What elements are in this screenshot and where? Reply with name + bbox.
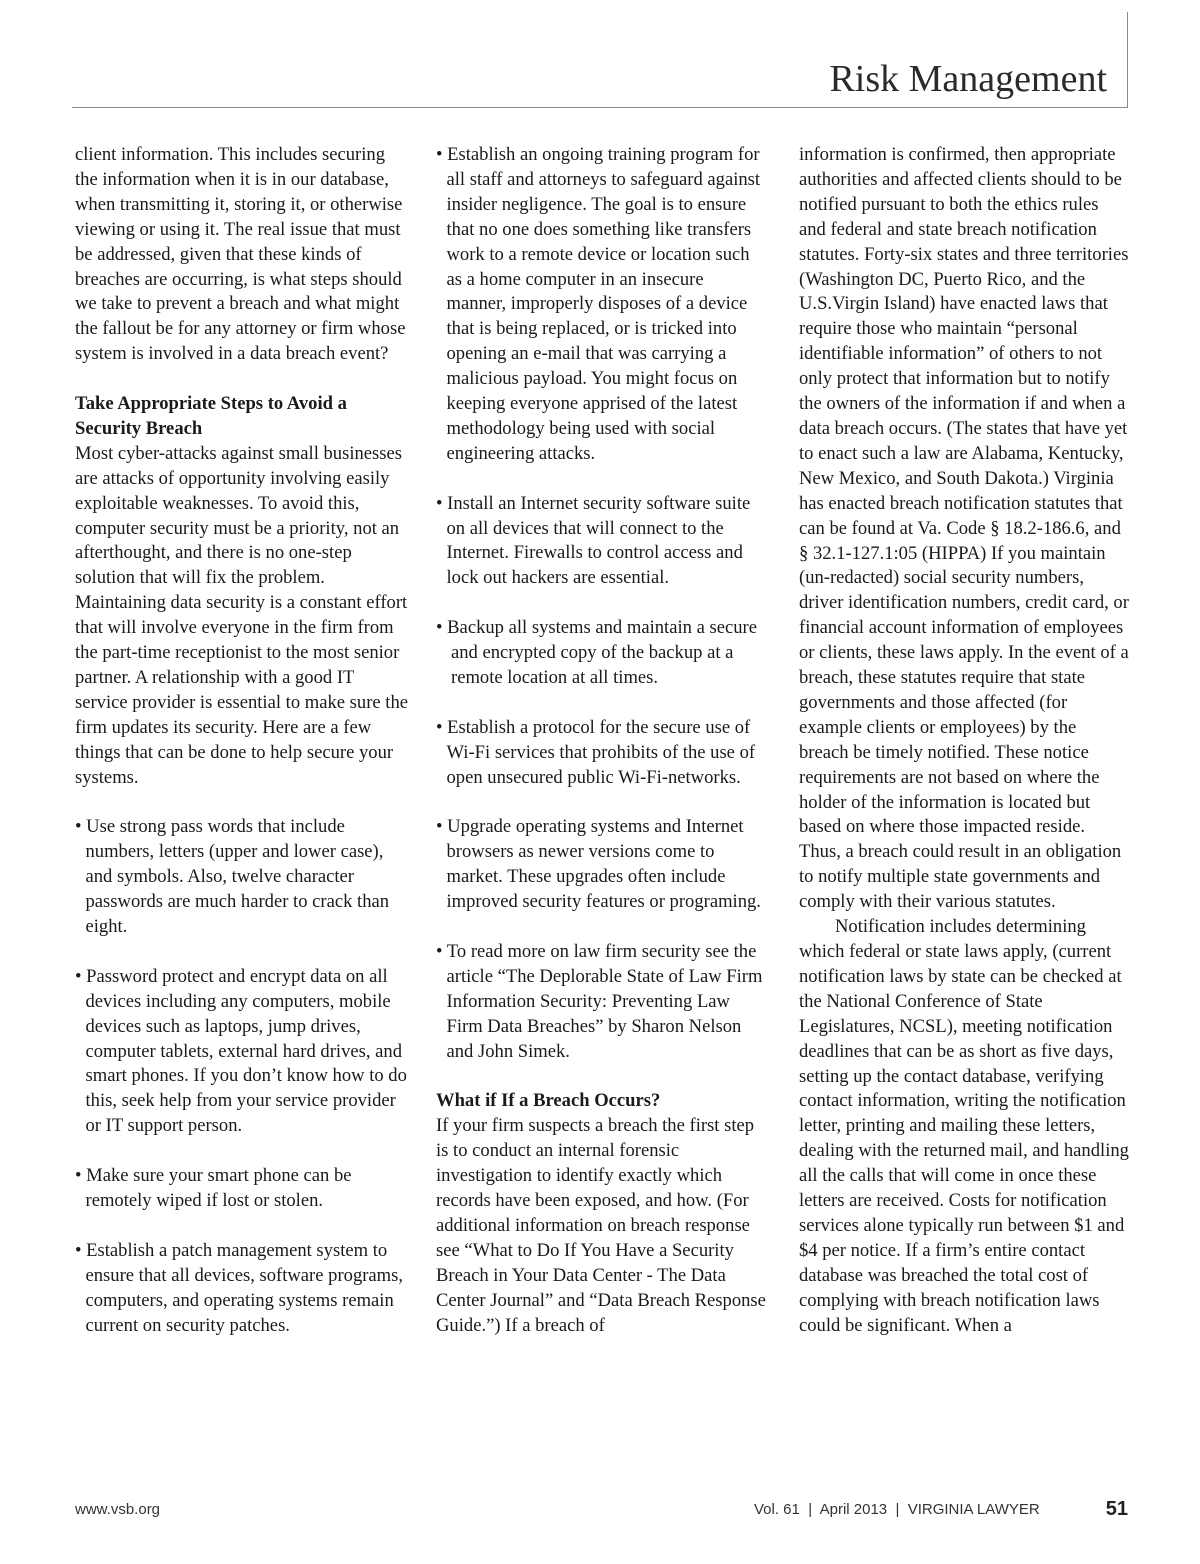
paragraph: If your firm suspects a breach the first step is to conduct an internal forensic investigation to identify exactly which records have been exposed, and how. (For additional information on breach response see “What to Do If You Have a Security Breach in Your Data Center - The Data Center Journal” and “Data Breach Response Guide.”) If a breach of [436,1115,766,1336]
column-3 [799,143,1129,1339]
footer-volume-info: Vol. 61 | April 2013 | VIRGINIA LAWYER [754,1501,1040,1518]
paragraph: Notification includes determining which federal or state laws apply, (current notification laws by state can be checked at the National Conference of State Legislatures, NCSL), meeting notification deadlines that can be as short as five days, setting up the contact database, verifying contact information, writing the notification letter, printing and mailing these letters, dealing with the returned mail, and handling all the calls that will come in once these letters are received. Costs for notification services alone typically run between $1 and $4 per notice. If a firm’s entire contact database was breached the total cost of complying with breach notification laws could be significant. When a [799,916,1129,1336]
page-number: 51 [1105,1498,1128,1520]
paragraph: client information. This includes securing the information when it is in our database, when transmitting it, storing it, or otherwise viewing or using it. The real issue that must be addressed, given that these kinds of breaches are occurring, is what steps should we take to prevent a breach and what might the fallout be for any attorney or firm whose system is involved in a data breach event? [75,144,406,365]
header-rule [72,107,1128,108]
bullet-item: • Establish a protocol for the secure use of Wi-Fi services that prohibits of the use of open unsecured public Wi-Fi-networks. [436,716,756,788]
column-1 [75,143,409,1338]
paragraph: Most cyber-attacks against small businesses are attacks of opportunity involving easily exploitable weaknesses. To avoid this, computer security must be a priority, not an afterthought, and there is no one-step solution that will fix the problem. Maintaining data security is a constant effort that will involve everyone in the firm from the part-time receptionist to the most senior partner. A relationship with a good IT service provider is essential to make sure the firm updates its security. Here are a few things that can be done to help secure your systems. [75,442,409,788]
section-heading: What if If a Breach Occurs? [436,1090,661,1112]
section-title: Risk Management [829,58,1107,100]
section-heading: Take Appropriate Steps to Avoid a Security Breach [75,393,347,439]
bullet-item: • Backup all systems and maintain a secure and encrypted copy of the backup at a remote location at all times. [436,617,757,688]
bullet-item: • To read more on law firm security see the article “The Deplorable State of Law Firm Information Security: Preventing Law Firm Data Breaches” by Sharon Nelson and John Simek. [436,940,763,1062]
header-vertical-rule [1127,12,1128,108]
bullet-item: • Establish an ongoing training program for all staff and attorneys to safeguard against insider negligence. The goal is to ensure that no one does something like transfers work to a remote device or location such as a home computer in an insecure manner, improperly disposes of a device that is being replaced, or is tricked into opening an e-mail that was carrying a malicious payload. You might focus on keeping everyone apprised of the latest methodology being used with social engineering attacks. [436,144,761,464]
column-2 [436,143,766,1338]
bullet-item: • Upgrade operating systems and Internet browsers as newer versions come to market. These upgrades often include improved security features or programing. [436,816,761,913]
footer-url[interactable]: www.vsb.org [75,1501,161,1518]
bullet-item: • Establish a patch management system to ensure that all devices, software programs, computers, and operating systems remain current on security patches. [75,1239,404,1336]
bullet-item: • Use strong pass words that include numbers, letters (upper and lower case), and symbols. Also, twelve character passwords are much harder to crack than eight. [75,816,390,938]
paragraph: information is confirmed, then appropriate authorities and affected clients should to be notified pursuant to both the ethics rules and federal and state breach notification statutes. Forty-six states and three territories (Washington DC, Puerto Rico, and the U.S.Virgin Island) have enacted laws that require those who maintain “personal identifiable information” of others to not only protect that information but to notify the owners of the information if and when a data breach occurs. (The states that have yet to enact such a law are Alabama, Kentucky, New Mexico, and South Dakota.) Virginia has enacted breach notification statutes that can be found at Va. Code § 18.2-186.6, and § 32.1-127.1:05 (HIPPA) If you maintain (un-redacted) social security numbers, driver identification numbers, credit card, or financial account information of employees or clients, these laws apply. In the event of a breach, these statutes require that state governments and those affected (for example clients or employees) by the breach be timely notified. These notice requirements are not based on where the holder of the information is located but based on where those impacted reside. Thus, a breach could result in an obligation to notify multiple state governments and comply with their various statutes. [799,144,1129,913]
bullet-item: • Make sure your smart phone can be remotely wiped if lost or stolen. [75,1165,352,1211]
bullet-item: • Password protect and encrypt data on all devices including any computers, mobile devices such as laptops, jump drives, computer tablets, external hard drives, and smart phones. If you don’t know how to do this, seek help from your service provider or IT support person. [75,965,407,1137]
bullet-item: • Install an Internet security software suite on all devices that will connect to the Internet. Firewalls to control access and lock out hackers are essential. [436,492,751,589]
